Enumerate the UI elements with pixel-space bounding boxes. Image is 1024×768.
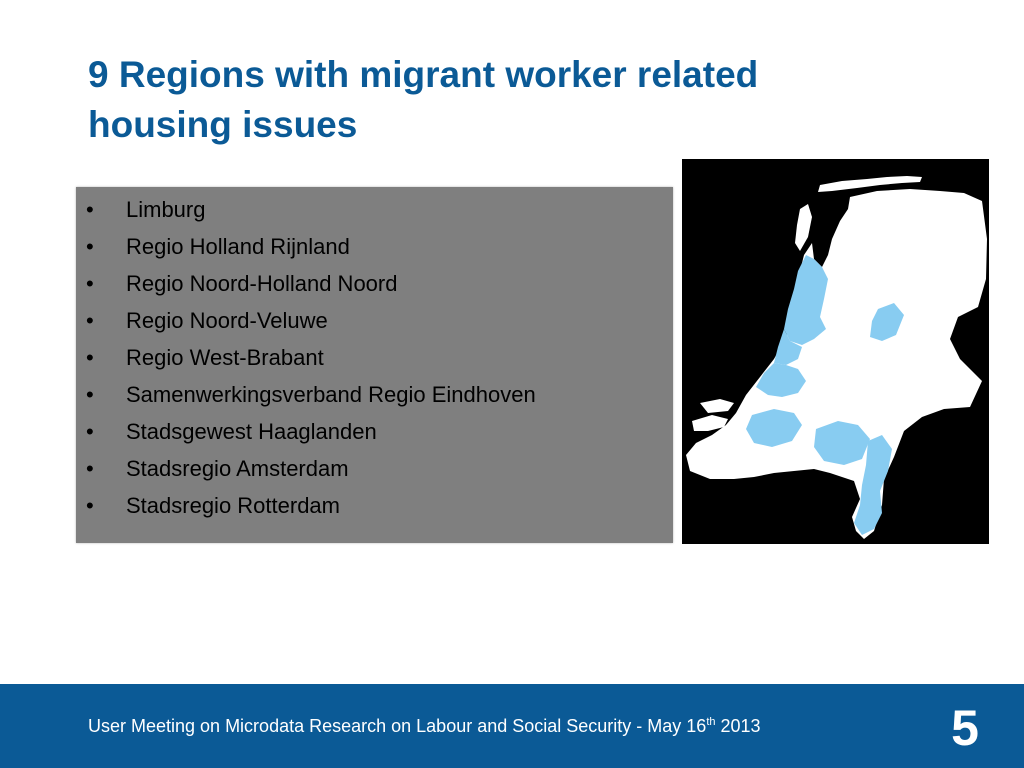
bullet: • [86, 456, 94, 481]
list-item [76, 234, 673, 271]
bullet: • [86, 308, 94, 333]
netherlands-map-icon [682, 159, 989, 544]
bullet: • [86, 234, 94, 259]
region-label: Regio Noord-Holland Noord [126, 271, 398, 296]
bullet: • [86, 419, 94, 444]
bullet: • [86, 271, 94, 296]
region-label: Regio Holland Rijnland [126, 234, 350, 259]
page-number: 5 [951, 700, 979, 756]
footer-text-sup: th [706, 716, 716, 728]
bullet: • [86, 197, 94, 222]
list-item [76, 345, 673, 382]
region-label: Regio Noord-Veluwe [126, 308, 328, 333]
list-item [76, 271, 673, 308]
bullet: • [86, 493, 94, 518]
list-item [76, 197, 673, 234]
region-label: Stadsgewest Haaglanden [126, 419, 377, 444]
list-item [76, 419, 673, 456]
bullet: • [86, 382, 94, 407]
regions-panel [76, 187, 673, 543]
region-label: Regio West-Brabant [126, 345, 324, 370]
netherlands-map [682, 159, 989, 544]
region-label: Stadsregio Amsterdam [126, 456, 349, 481]
region-label: Stadsregio Rotterdam [126, 493, 340, 518]
footer-text-year: 2013 [715, 716, 761, 736]
footer-text [88, 715, 761, 737]
list-item [76, 382, 673, 419]
list-item [76, 493, 673, 530]
footer-text-main: User Meeting on Microdata Research on Labour and Social Security - May 16 [88, 716, 707, 736]
region-label: Samenwerkingsverband Regio Eindhoven [126, 382, 536, 407]
list-item [76, 456, 673, 493]
list-item [76, 308, 673, 345]
bullet: • [86, 345, 94, 370]
region-label: Limburg [126, 197, 206, 222]
footer-bar [0, 684, 1024, 768]
slide-title: 9 Regions with migrant worker related housing issues [88, 54, 759, 145]
regions-list [76, 187, 673, 530]
